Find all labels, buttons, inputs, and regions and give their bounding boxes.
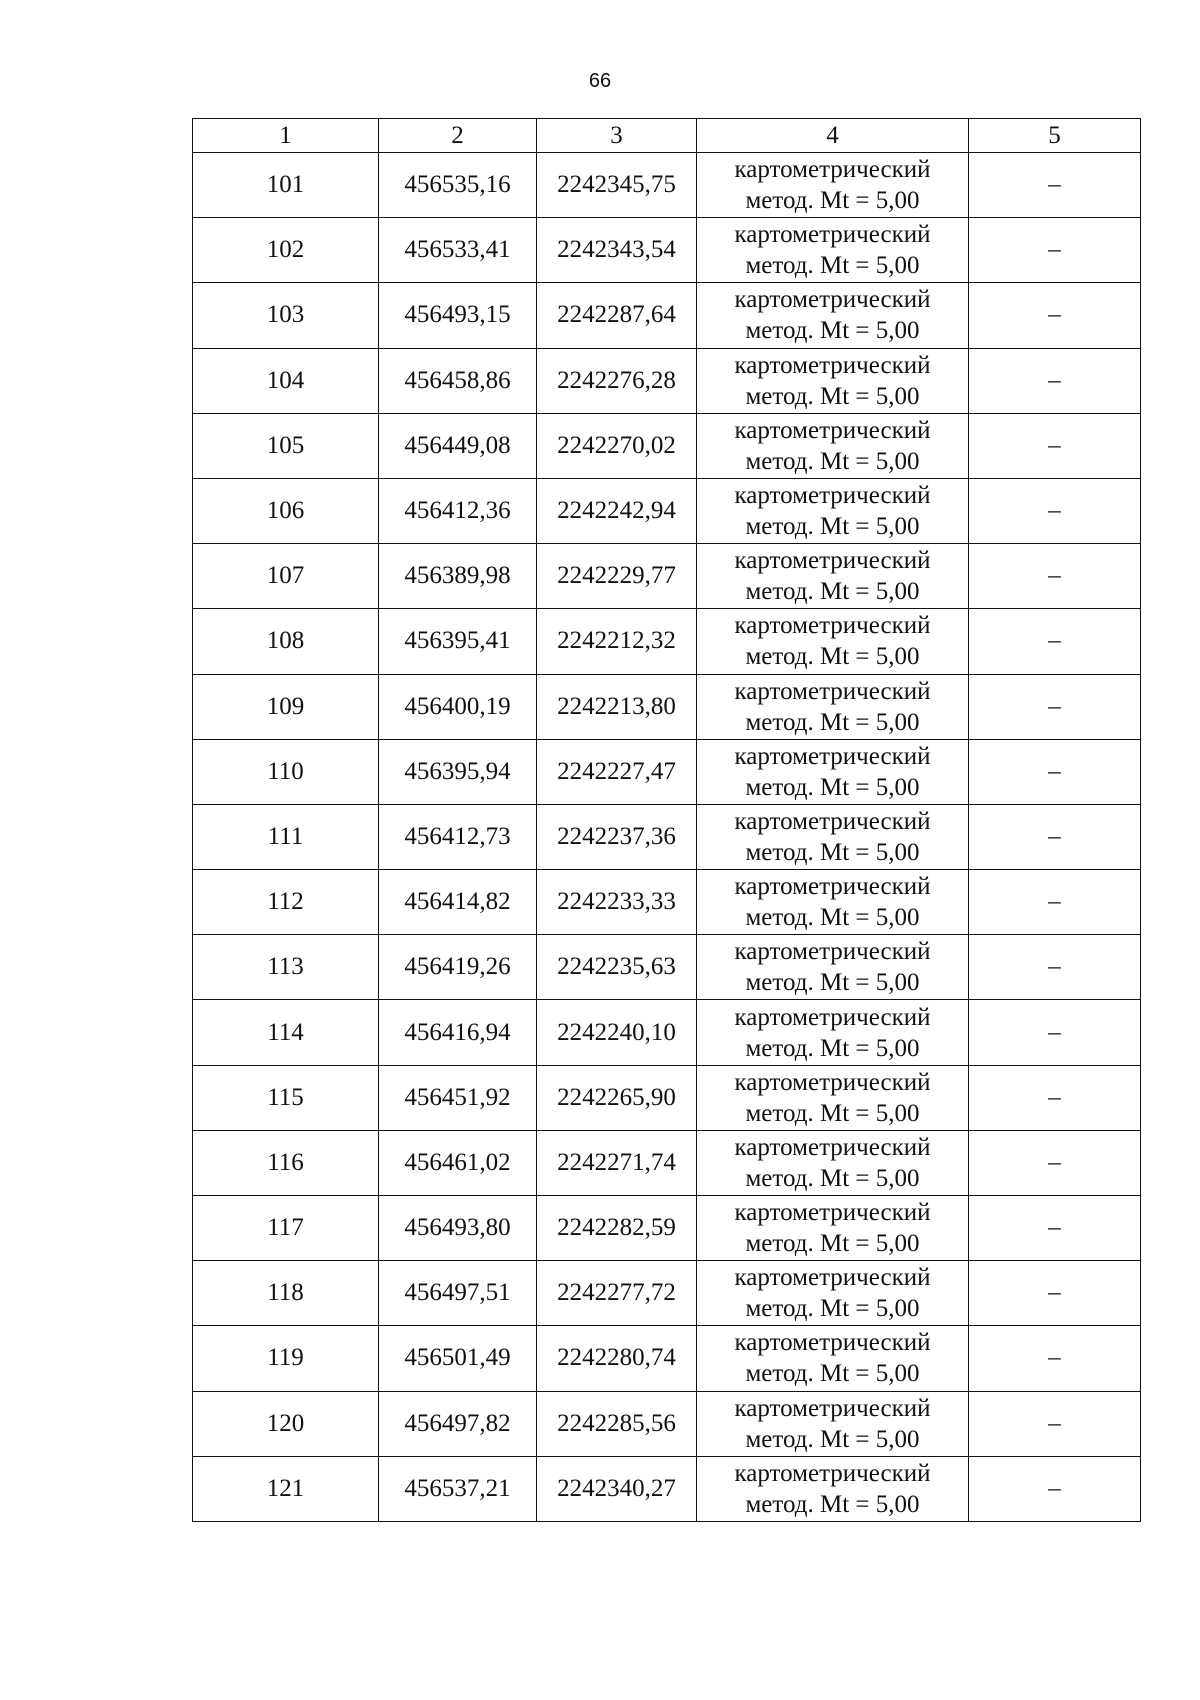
note-cell: – xyxy=(969,544,1141,609)
x-coordinate-cell: 456451,92 xyxy=(379,1065,537,1130)
column-header: 1 xyxy=(193,119,379,153)
column-header: 3 xyxy=(537,119,697,153)
y-coordinate-cell: 2242277,72 xyxy=(537,1261,697,1326)
method-line-2: метод. Mt = 5,00 xyxy=(745,187,920,215)
point-number-cell: 105 xyxy=(193,413,379,478)
y-coordinate-cell: 2242345,75 xyxy=(537,153,697,218)
method-line-1: картометрический xyxy=(734,612,931,640)
x-coordinate-cell: 456395,94 xyxy=(379,739,537,804)
x-coordinate-cell: 456501,49 xyxy=(379,1326,537,1391)
note-cell: – xyxy=(969,413,1141,478)
method-cell xyxy=(697,1000,969,1065)
note-cell: – xyxy=(969,218,1141,283)
y-coordinate-cell: 2242235,63 xyxy=(537,935,697,1000)
y-coordinate-cell: 2242240,10 xyxy=(537,1000,697,1065)
note-cell: – xyxy=(969,1065,1141,1130)
note-cell: – xyxy=(969,935,1141,1000)
x-coordinate-cell: 456412,73 xyxy=(379,804,537,869)
method-line-1: картометрический xyxy=(734,1329,931,1357)
note-cell: – xyxy=(969,739,1141,804)
method-line-1: картометрический xyxy=(734,1133,931,1161)
method-line-2: метод. Mt = 5,00 xyxy=(745,838,920,866)
method-line-2: метод. Mt = 5,00 xyxy=(745,1490,920,1518)
method-line-2: метод. Mt = 5,00 xyxy=(745,1425,920,1453)
y-coordinate-cell: 2242340,27 xyxy=(537,1456,697,1521)
table-row xyxy=(193,544,1141,609)
coordinates-table xyxy=(192,118,1141,1522)
x-coordinate-cell: 456449,08 xyxy=(379,413,537,478)
point-number-cell: 102 xyxy=(193,218,379,283)
method-line-2: метод. Mt = 5,00 xyxy=(745,382,920,410)
point-number-cell: 117 xyxy=(193,1196,379,1261)
x-coordinate-cell: 456493,80 xyxy=(379,1196,537,1261)
method-line-1: картометрический xyxy=(734,873,931,901)
note-cell: – xyxy=(969,1391,1141,1456)
point-number-cell: 113 xyxy=(193,935,379,1000)
y-coordinate-cell: 2242242,94 xyxy=(537,478,697,543)
x-coordinate-cell: 456419,26 xyxy=(379,935,537,1000)
x-coordinate-cell: 456533,41 xyxy=(379,218,537,283)
note-cell: – xyxy=(969,153,1141,218)
method-cell xyxy=(697,609,969,674)
note-cell: – xyxy=(969,1326,1141,1391)
method-cell xyxy=(697,478,969,543)
method-line-2: метод. Mt = 5,00 xyxy=(745,513,920,541)
table-row xyxy=(193,1065,1141,1130)
y-coordinate-cell: 2242343,54 xyxy=(537,218,697,283)
method-line-2: метод. Mt = 5,00 xyxy=(745,708,920,736)
method-line-1: картометрический xyxy=(734,416,931,444)
y-coordinate-cell: 2242265,90 xyxy=(537,1065,697,1130)
method-cell xyxy=(697,413,969,478)
note-cell: – xyxy=(969,348,1141,413)
x-coordinate-cell: 456497,82 xyxy=(379,1391,537,1456)
note-cell: – xyxy=(969,804,1141,869)
method-cell xyxy=(697,1391,969,1456)
method-line-2: метод. Mt = 5,00 xyxy=(745,904,920,932)
x-coordinate-cell: 456458,86 xyxy=(379,348,537,413)
point-number-cell: 104 xyxy=(193,348,379,413)
column-header: 4 xyxy=(697,119,969,153)
column-header: 5 xyxy=(969,119,1141,153)
page-number: 66 xyxy=(588,70,612,92)
x-coordinate-cell: 456493,15 xyxy=(379,283,537,348)
y-coordinate-cell: 2242233,33 xyxy=(537,870,697,935)
x-coordinate-cell: 456412,36 xyxy=(379,478,537,543)
method-line-2: метод. Mt = 5,00 xyxy=(745,1164,920,1192)
point-number-cell: 115 xyxy=(193,1065,379,1130)
point-number-cell: 119 xyxy=(193,1326,379,1391)
note-cell: – xyxy=(969,1000,1141,1065)
method-cell xyxy=(697,935,969,1000)
note-cell: – xyxy=(969,478,1141,543)
table-row xyxy=(193,153,1141,218)
table-row xyxy=(193,1261,1141,1326)
point-number-cell: 109 xyxy=(193,674,379,739)
y-coordinate-cell: 2242237,36 xyxy=(537,804,697,869)
method-line-1: картометрический xyxy=(734,938,931,966)
x-coordinate-cell: 456497,51 xyxy=(379,1261,537,1326)
point-number-cell: 114 xyxy=(193,1000,379,1065)
method-line-1: картометрический xyxy=(734,1394,931,1422)
method-cell xyxy=(697,870,969,935)
method-cell xyxy=(697,348,969,413)
method-line-1: картометрический xyxy=(734,742,931,770)
point-number-cell: 120 xyxy=(193,1391,379,1456)
method-line-1: картометрический xyxy=(734,156,931,184)
table-row xyxy=(193,283,1141,348)
method-line-2: метод. Mt = 5,00 xyxy=(745,1230,920,1258)
method-cell xyxy=(697,739,969,804)
table-row xyxy=(193,413,1141,478)
table-body xyxy=(193,153,1141,1522)
note-cell: – xyxy=(969,1196,1141,1261)
method-line-1: картометрический xyxy=(734,807,931,835)
y-coordinate-cell: 2242287,64 xyxy=(537,283,697,348)
table-row xyxy=(193,348,1141,413)
y-coordinate-cell: 2242227,47 xyxy=(537,739,697,804)
point-number-cell: 101 xyxy=(193,153,379,218)
method-line-1: картометрический xyxy=(734,677,931,705)
method-cell xyxy=(697,218,969,283)
method-line-2: метод. Mt = 5,00 xyxy=(745,447,920,475)
x-coordinate-cell: 456400,19 xyxy=(379,674,537,739)
y-coordinate-cell: 2242271,74 xyxy=(537,1130,697,1195)
point-number-cell: 121 xyxy=(193,1456,379,1521)
note-cell: – xyxy=(969,1130,1141,1195)
y-coordinate-cell: 2242212,32 xyxy=(537,609,697,674)
column-header: 2 xyxy=(379,119,537,153)
method-line-1: картометрический xyxy=(734,1003,931,1031)
x-coordinate-cell: 456535,16 xyxy=(379,153,537,218)
point-number-cell: 118 xyxy=(193,1261,379,1326)
table-row xyxy=(193,1130,1141,1195)
method-cell xyxy=(697,1326,969,1391)
note-cell: – xyxy=(969,283,1141,348)
method-line-2: метод. Mt = 5,00 xyxy=(745,1360,920,1388)
y-coordinate-cell: 2242285,56 xyxy=(537,1391,697,1456)
x-coordinate-cell: 456461,02 xyxy=(379,1130,537,1195)
method-line-2: метод. Mt = 5,00 xyxy=(745,1099,920,1127)
point-number-cell: 108 xyxy=(193,609,379,674)
method-line-2: метод. Mt = 5,00 xyxy=(745,578,920,606)
point-number-cell: 116 xyxy=(193,1130,379,1195)
x-coordinate-cell: 456416,94 xyxy=(379,1000,537,1065)
table-row xyxy=(193,804,1141,869)
method-line-1: картометрический xyxy=(734,1068,931,1096)
method-cell xyxy=(697,153,969,218)
x-coordinate-cell: 456389,98 xyxy=(379,544,537,609)
note-cell: – xyxy=(969,1261,1141,1326)
point-number-cell: 107 xyxy=(193,544,379,609)
y-coordinate-cell: 2242270,02 xyxy=(537,413,697,478)
y-coordinate-cell: 2242276,28 xyxy=(537,348,697,413)
method-cell xyxy=(697,1065,969,1130)
method-cell xyxy=(697,1261,969,1326)
method-line-2: метод. Mt = 5,00 xyxy=(745,643,920,671)
method-cell xyxy=(697,1130,969,1195)
x-coordinate-cell: 456537,21 xyxy=(379,1456,537,1521)
method-line-1: картометрический xyxy=(734,1459,931,1487)
table-row xyxy=(193,739,1141,804)
method-line-2: метод. Mt = 5,00 xyxy=(745,969,920,997)
table-row xyxy=(193,609,1141,674)
method-line-1: картометрический xyxy=(734,221,931,249)
point-number-cell: 111 xyxy=(193,804,379,869)
method-line-2: метод. Mt = 5,00 xyxy=(745,773,920,801)
method-line-2: метод. Mt = 5,00 xyxy=(745,252,920,280)
method-line-1: картометрический xyxy=(734,1199,931,1227)
y-coordinate-cell: 2242213,80 xyxy=(537,674,697,739)
point-number-cell: 110 xyxy=(193,739,379,804)
x-coordinate-cell: 456414,82 xyxy=(379,870,537,935)
table-row xyxy=(193,478,1141,543)
method-line-1: картометрический xyxy=(734,482,931,510)
point-number-cell: 112 xyxy=(193,870,379,935)
method-line-2: метод. Mt = 5,00 xyxy=(745,1034,920,1062)
method-line-2: метод. Mt = 5,00 xyxy=(745,317,920,345)
table-row xyxy=(193,674,1141,739)
table-row xyxy=(193,218,1141,283)
method-line-1: картометрический xyxy=(734,1264,931,1292)
table-header-row xyxy=(193,119,1141,153)
y-coordinate-cell: 2242282,59 xyxy=(537,1196,697,1261)
table-row xyxy=(193,870,1141,935)
table-row xyxy=(193,1456,1141,1521)
method-line-1: картометрический xyxy=(734,547,931,575)
method-cell xyxy=(697,1196,969,1261)
table-row xyxy=(193,1391,1141,1456)
x-coordinate-cell: 456395,41 xyxy=(379,609,537,674)
method-cell xyxy=(697,674,969,739)
note-cell: – xyxy=(969,870,1141,935)
table-row xyxy=(193,935,1141,1000)
note-cell: – xyxy=(969,674,1141,739)
method-cell xyxy=(697,804,969,869)
table-row xyxy=(193,1326,1141,1391)
y-coordinate-cell: 2242280,74 xyxy=(537,1326,697,1391)
y-coordinate-cell: 2242229,77 xyxy=(537,544,697,609)
method-cell xyxy=(697,283,969,348)
point-number-cell: 106 xyxy=(193,478,379,543)
point-number-cell: 103 xyxy=(193,283,379,348)
method-line-2: метод. Mt = 5,00 xyxy=(745,1295,920,1323)
method-line-1: картометрический xyxy=(734,286,931,314)
method-cell xyxy=(697,1456,969,1521)
table-row xyxy=(193,1196,1141,1261)
method-line-1: картометрический xyxy=(734,351,931,379)
note-cell: – xyxy=(969,609,1141,674)
note-cell: – xyxy=(969,1456,1141,1521)
table-row xyxy=(193,1000,1141,1065)
method-cell xyxy=(697,544,969,609)
